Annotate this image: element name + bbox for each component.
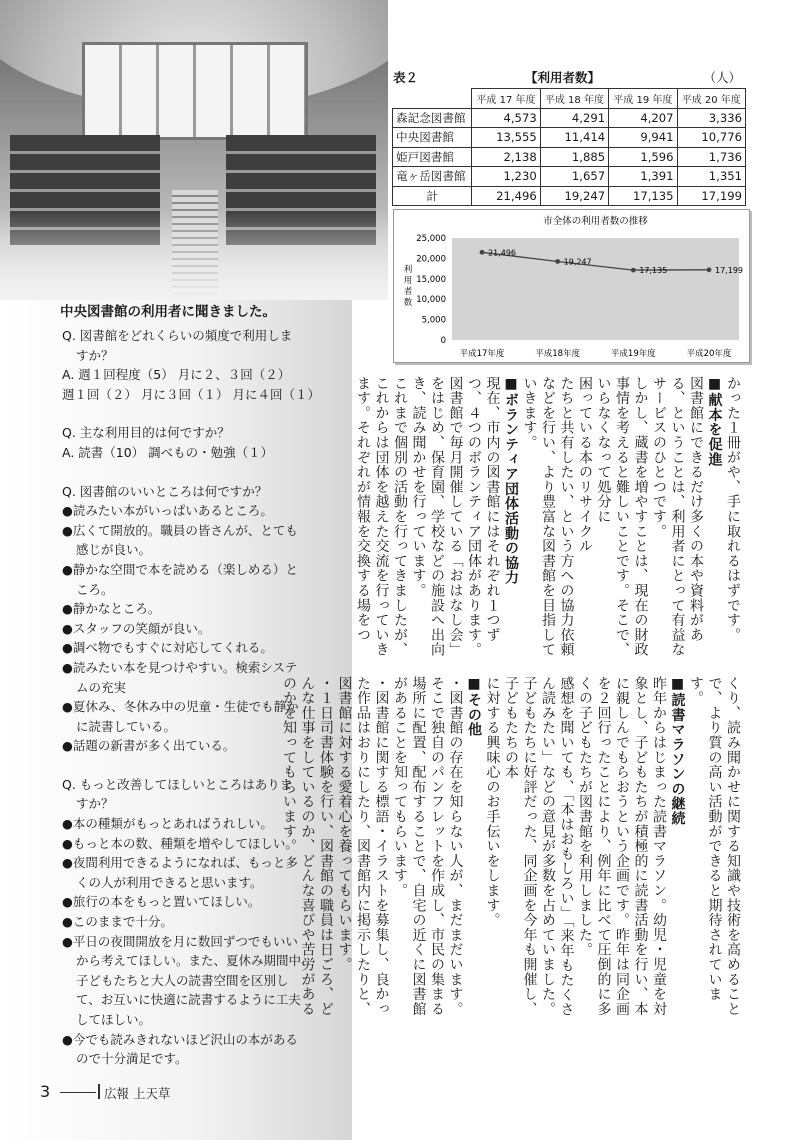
- table-cell: 3,336: [677, 108, 745, 128]
- interview-line: ので十分満足です。: [76, 1051, 188, 1067]
- library-name-cell: 森記念図書館: [393, 108, 472, 128]
- table-cell: 9,941: [609, 128, 677, 148]
- interview-line: ころ。: [76, 581, 114, 597]
- article-paragraph: 昨年からはじまった読書マラソン。幼児・児童を対象とし、子どもたちが積極的に読書活動を行い、本に親しんでもらおうという企画です。昨年は同企画を２回行ったことにより、例年に比べて圧倒的に多くの子どもたちが図書館を利用しました。: [577, 676, 667, 1017]
- article-paragraph: これまで個別の活動を行ってきましたが、これからは団体を越えた交流を行っていきます。それぞれが情報を交換する場をつ: [355, 376, 408, 658]
- interview-line: 感じが良い。: [76, 542, 152, 558]
- photo-fade: [0, 210, 388, 300]
- interview-line: ●読みたい本がいっぱいあるところ。: [62, 503, 273, 519]
- table-cell: 13,555: [472, 128, 540, 148]
- table-cell: 17,135: [609, 186, 677, 206]
- article-paragraph: ・図書館の存在を知らない人が、まだまだいます。そこで独自のパンフレットを作成し、市民の集まる場所に配置、配布することで、自宅の近くに図書館があることを知ってもらいます。: [392, 676, 464, 1017]
- interview-line: ●もっと本の数、種類を増やしてほしい。: [62, 835, 298, 851]
- page-number: 3: [40, 1082, 51, 1101]
- chart-data-point: [555, 259, 560, 264]
- interview-line: Q. もっと改善してほしいところはありま: [62, 776, 293, 792]
- users-table: [392, 88, 746, 206]
- table-year-header: 平成 19 年度: [609, 89, 677, 109]
- chart-x-tick-label: 平成20年度: [686, 349, 732, 359]
- chart-data-point: [707, 267, 712, 272]
- footer-rule: [60, 1092, 96, 1093]
- table-caption: [393, 68, 745, 86]
- table-unit: （人）: [703, 70, 741, 85]
- chart-x-tick-label: 平成19年度: [610, 349, 656, 359]
- interview-line: くの人が利用できると思います。: [76, 874, 263, 890]
- publication-name: 広報 上天草: [104, 1086, 171, 1101]
- chart-y-tick-label: 0: [440, 336, 446, 346]
- table-year-header: 平成 17 年度: [472, 89, 540, 109]
- table-header-row: [393, 89, 746, 109]
- library-interior-photo: [0, 0, 388, 300]
- library-name-cell: 姫戸図書館: [393, 147, 472, 167]
- interview-line: 週１回（２） 月に３回（１） 月に４回（１）: [62, 386, 320, 402]
- article-paragraph: に対する興味心のお手伝いをします。: [484, 676, 501, 928]
- interview-line: ●本の種類がもっとあればうれしい。: [62, 816, 273, 832]
- article-subheading: ■その他: [466, 676, 482, 738]
- table-row: [393, 186, 746, 206]
- chart-title: 市全体の利用者数の推移: [543, 216, 648, 227]
- interview-line: [62, 463, 342, 482]
- table-cell: 1,885: [540, 147, 608, 167]
- interview-line: ●旅行の本をもっと置いてほしい。: [62, 894, 261, 910]
- table-cell: 17,199: [677, 186, 745, 206]
- chart-y-tick-label: 10,000: [416, 295, 446, 306]
- interview-line: ●今でも読みきれないほど沢山の本がある: [62, 1031, 298, 1047]
- chart-y-tick-label: 25,000: [416, 234, 446, 244]
- chart-data-label: 17,199: [715, 265, 743, 275]
- article-paragraph: かった１冊がや、手に取れるはずです。: [725, 376, 741, 643]
- interview-line: すか？: [76, 347, 114, 363]
- table-cell: 1,657: [540, 167, 608, 187]
- chart-data-point: [631, 268, 636, 273]
- table-cell: 19,247: [540, 186, 608, 206]
- table-cell: 1,391: [609, 167, 677, 187]
- table-cell: 4,207: [609, 108, 677, 128]
- table-row: [393, 128, 746, 148]
- article-paragraph: ・図書館に関する標語・イラストを募集し、良かった作品はおりにしたり、図書館内に掲示したりと、図書館に対する愛着心を養ってもらいます。: [336, 676, 390, 1017]
- chart-data-label: 17,135: [639, 266, 668, 276]
- table-cell: 4,573: [472, 108, 540, 128]
- interview-line: ●夜間利用できるようになれば、もっと多: [62, 855, 298, 871]
- table-cell: 1,230: [472, 167, 540, 187]
- table-corner: [393, 89, 472, 109]
- article-paragraph: たちと共有したい、という方への協力依頼などを行い、より豊富な図書館を目指していきます。: [521, 376, 575, 658]
- interview-line: A. 週１回程度（5） 月に２、３回（２）: [62, 367, 291, 383]
- chart-y-axis-label-char: 利: [403, 265, 413, 275]
- table-year-header: 平成 20 年度: [677, 89, 745, 109]
- chart-data-point: [480, 250, 485, 255]
- article-subheading: ■読書マラソンの継続: [669, 676, 686, 826]
- table-cell: 21,496: [472, 186, 540, 206]
- article-subheading: ■献本を促進: [706, 376, 723, 467]
- article-lower-band: [280, 676, 743, 1028]
- article-paragraph: しかし、蔵書を増やすことは、現在の財政事情を考えると難しいことです。そこで、いらなくなって処分に: [595, 376, 649, 658]
- interview-line: A. 読書（10） 調べもの・勉強（１）: [62, 444, 274, 460]
- users-trend-chart-svg: [394, 210, 749, 362]
- table-title: 【利用者数】: [525, 70, 601, 85]
- table-number: 表２: [393, 70, 419, 85]
- chart-data-label: 19,247: [563, 257, 592, 267]
- users-trend-chart: [393, 209, 750, 363]
- interview-line: してほしい。: [76, 1012, 152, 1027]
- interview-line: ●夏休み、冬休み中の児童・生徒でも静か: [62, 699, 299, 715]
- table-year-header: 平成 18 年度: [540, 89, 608, 109]
- interview-line: ●平日の夜間開放を月に数回ずつでもいい: [62, 933, 298, 949]
- interview-line: ●スタッフの笑顔が良い。: [62, 620, 211, 636]
- chart-y-axis-label-char: 用: [403, 276, 413, 286]
- interview-line: Q. 主な利用目的は何ですか？: [62, 425, 230, 441]
- interview-line: ●読みたい本を見つけやすい。検索システ: [62, 659, 298, 675]
- table-cell: 11,414: [540, 128, 608, 148]
- interview-line: ●静かなところ。: [62, 601, 161, 617]
- chart-x-tick-label: 平成17年度: [459, 349, 505, 359]
- table-row: [393, 108, 746, 128]
- interview-line: [62, 404, 342, 423]
- table-row: [393, 147, 746, 167]
- footer-bar: [98, 1084, 100, 1099]
- interview-line: ●話題の新書が多く出ている。: [62, 738, 236, 754]
- table-cell: 1,596: [609, 147, 677, 167]
- article-paragraph: くり、読み聞かせに関する知識や技術を高めることで、より質の高い活動ができると期待されています。: [688, 676, 741, 1017]
- chart-y-tick-label: 5,000: [421, 315, 446, 326]
- chart-y-tick-label: 20,000: [416, 254, 446, 265]
- chart-data-label: 21,496: [488, 248, 516, 258]
- library-name-cell: 中央図書館: [393, 128, 472, 148]
- interview-line: すか？: [76, 796, 114, 812]
- table-cell: 4,291: [540, 108, 608, 128]
- article-subheading: ■ボランティア団体活動の協力: [503, 376, 519, 586]
- interview-line: 子どもたちと大人の読書空間を区別し: [76, 972, 289, 988]
- chart-x-tick-label: 平成18年度: [535, 349, 581, 359]
- library-name-cell: 計: [393, 186, 472, 206]
- interview-line: に読書している。: [76, 718, 177, 734]
- interview-line: ●調べ物でもすぐに対応してくれる。: [62, 640, 273, 656]
- interview-line: ●静かな空間で本を読める（楽しめる）と: [62, 561, 298, 577]
- table-row: [393, 167, 746, 187]
- chart-y-axis-label-char: 数: [403, 298, 413, 308]
- chart-y-axis-label-char: 者: [403, 287, 413, 297]
- interview-line: て、お互いに快適に読書するように工夫: [76, 992, 301, 1008]
- article-paragraph: 感想を聞いても、「本はおもしろい」「来年もたくさん読みたい」などの意見が多数を占めていました。子どもたちに好評だった、同企画を今年も開催し、子どもたちの本: [503, 676, 575, 1018]
- interview-line: Q. 図書館をどれくらいの頻度で利用しま: [62, 328, 293, 343]
- article-paragraph: ・１日司書体験を行い、図書館の職員は日ごろ、どんな仕事をしているのか、どんな喜びや苦労があるのかを知ってもらいます。: [281, 676, 334, 1017]
- table-cell: 10,776: [677, 128, 745, 148]
- article-paragraph: 現在、市内の図書館にはそれぞれ１つずつ、４つのボランティア団体があります。図書館で毎月開催している「おはなし会」をはじめ、保育園、学校などの施設へ出向き、読み聞かせを行っています。: [410, 376, 501, 658]
- article-paragraph: 困っている本のリサイクル: [577, 376, 593, 554]
- interview-line: ●広くて開放的。職員の皆さんが、とても: [62, 522, 298, 538]
- library-window: [82, 42, 308, 140]
- table-cell: 2,138: [472, 147, 540, 167]
- interview-line: ムの充実: [76, 679, 127, 695]
- interview-line: Q. 図書館のいいところは何ですか？: [62, 483, 268, 499]
- interview-line: ●このままで十分。: [62, 914, 173, 930]
- chart-y-tick-label: 15,000: [416, 274, 446, 285]
- table-cell: 1,736: [677, 147, 745, 167]
- interview-line: から考えてほしい。また、夏休み期間中、: [76, 953, 314, 969]
- library-name-cell: 竜ヶ岳図書館: [393, 167, 472, 187]
- article-upper-band: [354, 376, 743, 668]
- article-paragraph: 図書館にできるだけ多くの本や資料がある、ということは、利用者にとって有益なサービスのひとつです。: [651, 376, 704, 658]
- interview-heading: 中央図書館の利用者に聞きました。: [60, 304, 276, 320]
- table-cell: 1,351: [677, 167, 745, 187]
